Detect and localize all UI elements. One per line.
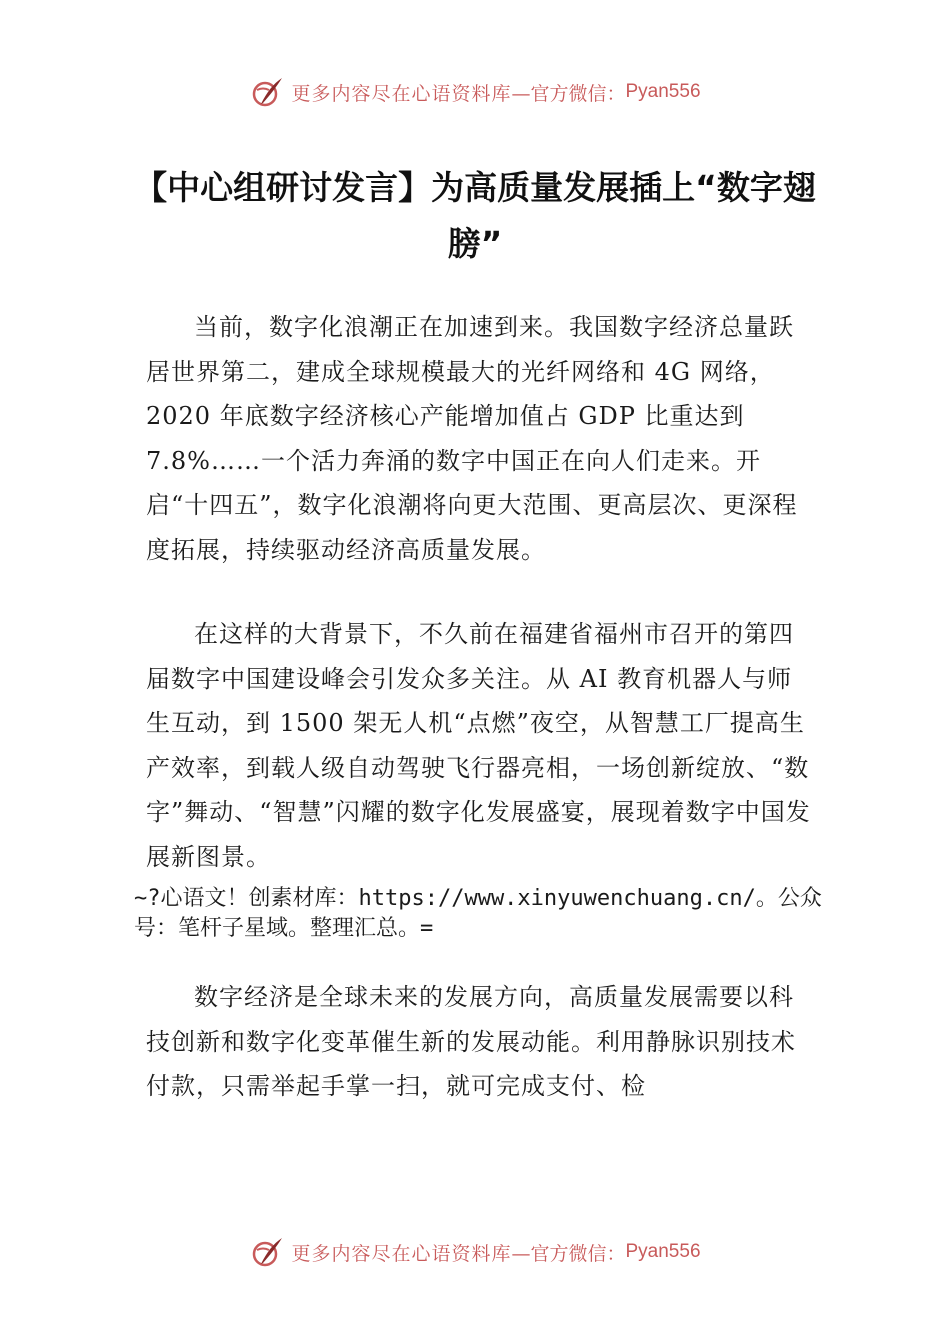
header-banner (0, 72, 950, 112)
banner-text: 更多内容尽在心语资料库 (291, 82, 512, 105)
banner-separator: —官方微信： (511, 1242, 626, 1265)
paragraph-2: 在这样的大背景下，不久前在福建省福州市召开的第四届数字中国建设峰会引发众多关注。从 AI 教育机器人与师生互动，到 1500 架无人机“点燃”夜空，从智慧工厂提高生产效率，到载人级自动驾驶飞行器亮相，一场创新绽放、“数字”舞动、“智慧”闪耀的数字化发展盛宴，展现着数字中国发展新图景。 (146, 620, 811, 871)
document-title: 【中心组研讨发言】为高质量发展插上“数字翅膀” (134, 168, 816, 263)
inserted-note: ~?心语文！创素材库：https://www.xinyuwenchuang.cn/。公众号：笔杆子星域。整理汇总。= (134, 886, 822, 941)
quill-logo-icon (249, 74, 285, 110)
wechat-id: Pyan556 (625, 81, 701, 102)
wechat-id: Pyan556 (625, 1241, 701, 1262)
banner-text: 更多内容尽在心语资料库 (291, 1242, 512, 1265)
paragraph-1: 当前，数字化浪潮正在加速到来。我国数字经济总量跃居世界第二，建成全球规模最大的光纤网络和 4G 网络，2020 年底数字经济核心产能增加值占 GDP 比重达到7.8%……一个活力奔涌的数字中国正在向人们走来。开启“十四五”，数字化浪潮将向更大范围、更高层次、更深程度拓展，持续驱动经济高质量发展。 (146, 313, 798, 564)
quill-logo-icon (249, 1234, 285, 1270)
paragraph-3: 数字经济是全球未来的发展方向，高质量发展需要以科技创新和数字化变革催生新的发展动能。利用静脉识别技术付款，只需举起手掌一扫，就可完成支付、检 (146, 983, 796, 1100)
footer-banner (0, 1232, 950, 1272)
banner-separator: —官方微信： (511, 82, 626, 105)
